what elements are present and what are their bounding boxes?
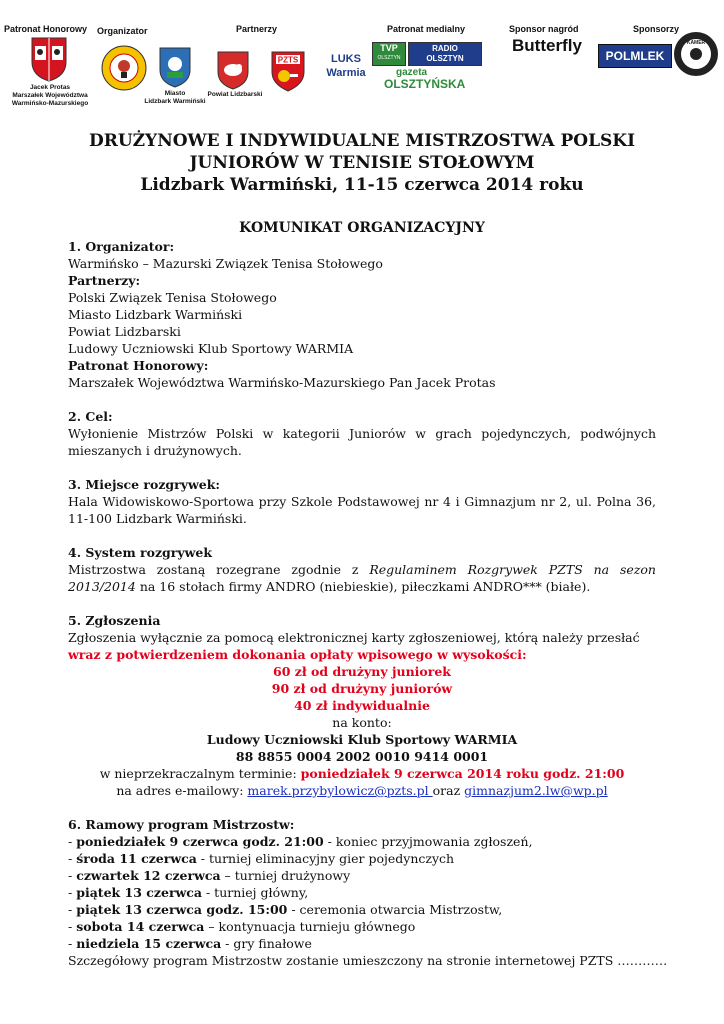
pzts-logo-text: PZTS <box>277 55 299 65</box>
polmlek-text: POLMLEK <box>605 49 665 63</box>
program-item: - piątek 13 czerwca godz. 15:00 - ceremonia otwarcia Mistrzostw, <box>68 902 503 917</box>
label-patronat-medialny: Patronat medialny <box>387 24 466 34</box>
sponsor-header <box>0 0 724 110</box>
tvp-text: TVP <box>380 43 398 53</box>
program-date: czwartek 12 czerwca <box>76 868 221 883</box>
partner-item: Ludowy Uczniowski Klub Sportowy WARMIA <box>68 341 354 356</box>
fee-juniorzy: 90 zł od drużyny juniorów <box>271 681 453 696</box>
deadline-value: poniedziałek 9 czerwca 2014 roku godz. 21:00 <box>300 766 625 781</box>
tvp-olsztyn-logo <box>372 42 406 66</box>
document-body <box>68 238 668 969</box>
partner-item: Polski Związek Tenisa Stołowego <box>68 290 277 305</box>
section-5-text: Zgłoszenia wyłącznie za pomocą elektronicznej karty zgłoszeniowej, którą należy przesłać <box>68 630 640 645</box>
gazeta-olsztynska-logo <box>384 67 474 91</box>
title-line-1: DRUŻYNOWE I INDYWIDUALNE MISTRZOSTWA POLSKI <box>88 131 636 151</box>
program-desc: - turniej eliminacyjny gier pojedynczych <box>196 851 455 866</box>
partner-item: Miasto Lidzbark Warmiński <box>68 307 243 322</box>
program-item: - sobota 14 czerwca – kontynuacja turnieju głównego <box>68 919 416 934</box>
fee-juniorki: 60 zł od drużyny juniorek <box>273 664 451 679</box>
section-3-text: Hala Widowiskowo-Sportowa przy Szkole Podstawowej nr 4 i Gimnazjum nr 2, ul. Polna 36, 11-100 Lidzbark Warmiński. <box>68 494 656 526</box>
title-line-2: JUNIORÓW W TENISIE STOŁOWYM <box>189 153 535 173</box>
section-3-heading: 3. Miejsce rozgrywek: <box>68 477 221 492</box>
kamer-gear-logo <box>672 30 720 78</box>
partner-item: Powiat Lidzbarski <box>68 324 181 339</box>
butterfly-text: Butterfly <box>512 36 582 55</box>
radio-olsztyn-text: RADIO OLSZTYN <box>426 44 464 63</box>
fee-intro-red: wraz z potwierdzeniem dokonania opłaty wpisowego w wysokości: <box>68 647 527 662</box>
caption-protas: Jacek Protas Marszałek Województwa Warmińsko-Mazurskiego <box>11 84 89 107</box>
label-partnerzy: Partnerzy <box>236 24 278 34</box>
deadline-label: w nieprzekraczalnym terminie: <box>99 766 301 781</box>
section-4-text-a: Mistrzostwa zostaną rozegrane zgodnie z <box>68 562 370 577</box>
program-date: sobota 14 czerwca <box>76 919 205 934</box>
section-4-text <box>68 561 656 595</box>
program-item: - niedziela 15 czerwca - gry finałowe <box>68 936 312 951</box>
gazeta-text: gazeta <box>396 67 428 78</box>
section-6-heading: 6. Ramowy program Mistrzostw: <box>68 817 295 832</box>
lidzbark-city-coat-logo <box>158 46 192 88</box>
caption-miasto: Miasto Lidzbark Warmiński <box>144 90 206 105</box>
fee-indywidualnie: 40 zł indywidualnie <box>294 698 430 713</box>
email-link-gimnazjum[interactable]: gimnazjum2.lw@wp.pl <box>464 783 608 798</box>
program-item: - poniedziałek 9 czerwca godz. 21:00 - koniec przyjmowania zgłoszeń, <box>68 834 533 849</box>
section-5-heading: 5. Zgłoszenia <box>68 613 161 628</box>
email-link-pzts[interactable]: marek.przybylowicz@pzts.pl <box>247 783 433 798</box>
program-desc: - ceremonia otwarcia Mistrzostw, <box>287 902 503 917</box>
program-item: - czwartek 12 czerwca – turniej drużynowy <box>68 868 351 883</box>
organizer-name: Warmińsko – Mazurski Związek Tenisa Stołowego <box>68 256 383 271</box>
pzts-shield-logo <box>270 50 306 92</box>
section-4-heading: 4. System rozgrywek <box>68 545 213 560</box>
butterfly-logo <box>512 36 594 56</box>
program-desc: – kontynuacja turnieju głównego <box>204 919 416 934</box>
patron-name: Marszałek Województwa Warmińsko-Mazurskiego Pan Jacek Protas <box>68 375 496 390</box>
account-number: 88 8855 0004 2002 0010 9414 0001 <box>235 749 489 764</box>
account-name: Ludowy Uczniowski Klub Sportowy WARMIA <box>206 732 518 747</box>
polmlek-logo <box>598 44 672 68</box>
kamer-text: KAMER <box>686 40 706 46</box>
program-desc: - turniej główny, <box>202 885 309 900</box>
title-line-3: Lidzbark Warmiński, 11-15 czerwca 2014 roku <box>140 175 584 195</box>
olsztynska-text: OLSZTYŃSKA <box>384 77 466 91</box>
program-desc: - koniec przyjmowania zgłoszeń, <box>323 834 533 849</box>
tvp-sub-text: OLSZTYN <box>377 55 401 61</box>
label-organizator: Organizator <box>97 26 148 36</box>
program-item: - środa 11 czerwca - turniej eliminacyjny gier pojedynczych <box>68 851 455 866</box>
radio-olsztyn-logo <box>408 42 482 66</box>
document-title <box>0 130 724 196</box>
regulamin-italic: Regulaminem Rozgrywek PZTS na sezon 2013/2014 <box>68 562 656 594</box>
section-2-text: Wyłonienie Mistrzów Polski w kategorii Juniorów w grach pojedynczych, podwójnych mieszanych i drużynowych. <box>68 426 656 458</box>
label-sponsor-nagrod: Sponsor nagród <box>509 24 579 34</box>
program-desc: - gry finałowe <box>221 936 312 951</box>
komunikat-heading: KOMUNIKAT ORGANIZACYJNY <box>239 220 485 236</box>
program-date: piątek 13 czerwca godz. 15:00 <box>76 902 288 917</box>
label-sponsorzy: Sponsorzy <box>633 24 680 34</box>
warmia-mazury-coat-of-arms-logo <box>30 36 68 82</box>
label-patronat-honorowy: Patronat Honorowy <box>4 24 88 34</box>
email-line <box>68 782 656 799</box>
program-date: środa 11 czerwca <box>76 851 197 866</box>
program-footer: Szczegółowy program Mistrzostw zostanie umieszczony na stronie internetowej PZTS ………… <box>68 953 668 968</box>
program-item: - piątek 13 czerwca - turniej główny, <box>68 885 309 900</box>
patron-heading: Patronat Honorowy: <box>68 358 209 373</box>
program-desc: – turniej drużynowy <box>220 868 351 883</box>
organizer-round-logo <box>100 44 148 92</box>
deadline-line <box>68 765 656 782</box>
section-2-heading: 2. Cel: <box>68 409 113 424</box>
section-4-text-b: na 16 stołach firmy ANDRO (niebieskie), piłeczkami ANDRO*** (białe). <box>135 579 591 594</box>
email-join: oraz <box>432 783 465 798</box>
luks-warmia-logo: LUKS Warmia <box>326 53 366 79</box>
program-date: poniedziałek 9 czerwca godz. 21:00 <box>76 834 324 849</box>
program-date: piątek 13 czerwca <box>76 885 202 900</box>
powiat-coat-logo <box>216 50 250 90</box>
email-label: na adres e-mailowy: <box>116 783 248 798</box>
account-label: na konto: <box>332 715 392 730</box>
partners-heading: Partnerzy: <box>68 273 141 288</box>
program-date: niedziela 15 czerwca <box>76 936 222 951</box>
section-1-heading: 1. Organizator: <box>68 239 175 254</box>
caption-powiat: Powiat Lidzbarski <box>207 91 263 98</box>
